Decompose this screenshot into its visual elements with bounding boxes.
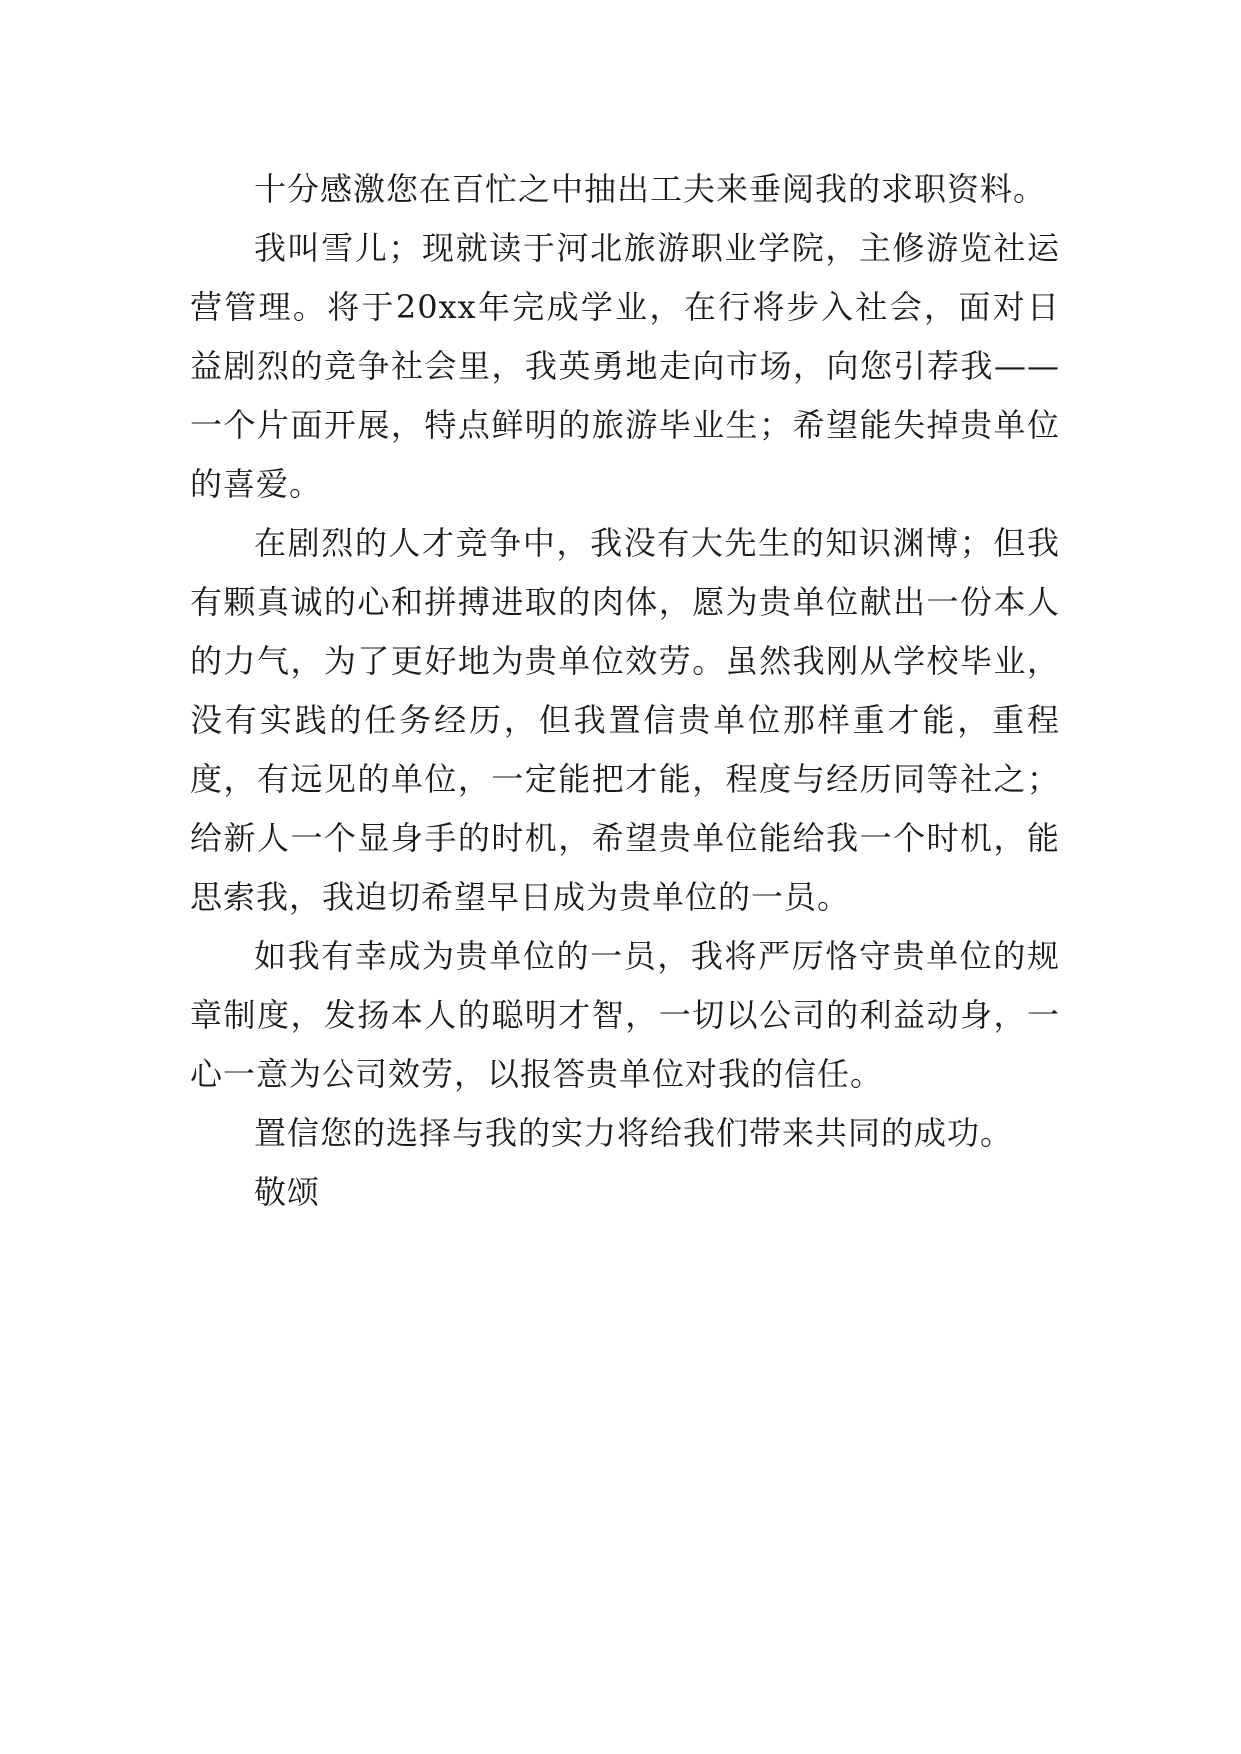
letter-body — [190, 160, 1060, 1222]
paragraph-motivation: 在剧烈的人才竞争中，我没有大先生的知识渊博；但我有颗真诚的心和拼搏进取的肉体，愿为贵单位献出一份本人的力气，为了更好地为贵单位效劳。虽然我刚从学校毕业，没有实践的任务经历，但我置信贵单位那样重才能，重程度，有远见的单位，一定能把才能，程度与经历同等社之；给新人一个显身手的时机，希望贵单位能给我一个时机，能思索我，我迫切希望早日成为贵单位的一员。 — [190, 524, 1060, 916]
paragraph-confidence: 置信您的选择与我的实力将给我们带来共同的成功。 — [254, 1114, 1014, 1152]
paragraph-commitment: 如我有幸成为贵单位的一员，我将严厉恪守贵单位的规章制度，发扬本人的聪明才智，一切以公司的利益动身，一心一意为公司效劳，以报答贵单位对我的信任。 — [190, 937, 1060, 1093]
closing-salutation: 敬颂 — [254, 1173, 321, 1211]
paragraph-gratitude: 十分感激您在百忙之中抽出工夫来垂阅我的求职资料。 — [254, 170, 1047, 208]
paragraph-introduction: 我叫雪儿；现就读于河北旅游职业学院，主修游览社运营管理。将于20xx年完成学业，在行将步入社会，面对日益剧烈的竞争社会里，我英勇地走向市场，向您引荐我——一个片面开展，特点鲜明的旅游毕业生；希望能失掉贵单位的喜爱。 — [190, 229, 1060, 503]
